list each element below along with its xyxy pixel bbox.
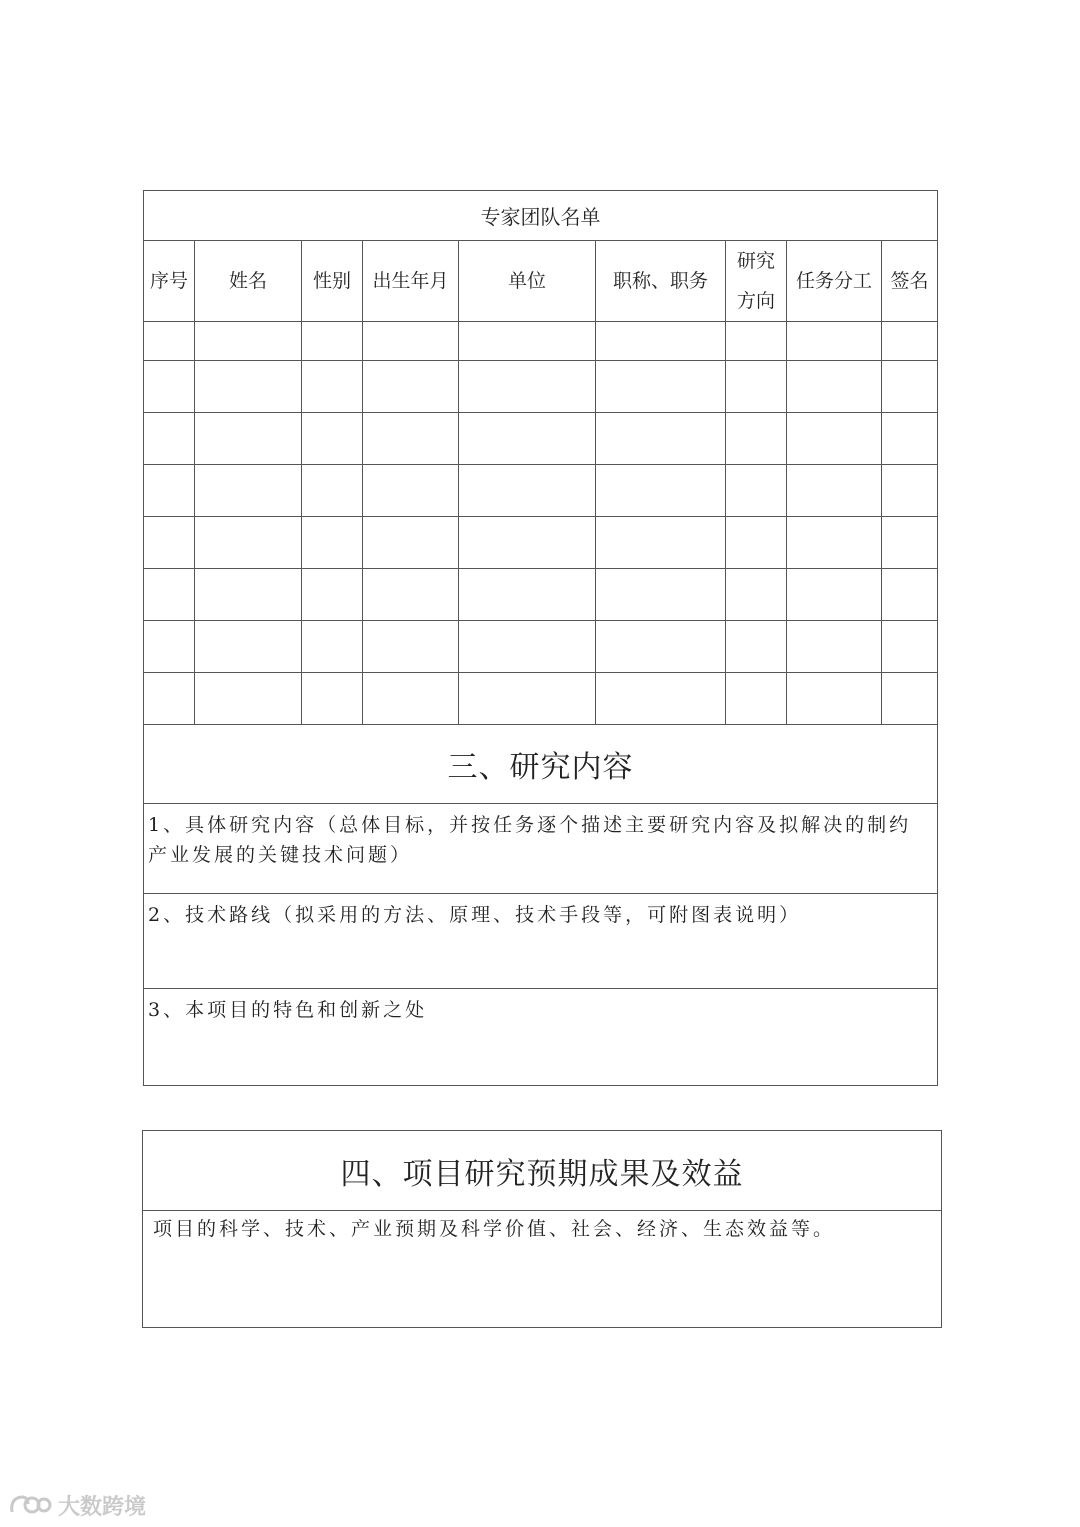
brand-logo-icon: [8, 1492, 52, 1518]
table-cell[interactable]: [787, 621, 882, 673]
table-cell[interactable]: [882, 322, 938, 361]
table-cell[interactable]: [459, 569, 596, 621]
table-cell[interactable]: [787, 673, 882, 725]
table-cell[interactable]: [726, 517, 787, 569]
table-cell[interactable]: [302, 621, 363, 673]
table-row: [144, 322, 938, 361]
table-cell[interactable]: [459, 322, 596, 361]
table-cell[interactable]: [726, 361, 787, 413]
expert-team-table: [143, 190, 938, 1086]
table-cell[interactable]: [882, 621, 938, 673]
section3-item2[interactable]: 2、技术路线（拟采用的方法、原理、技术手段等，可附图表说明）: [144, 894, 938, 989]
table-cell[interactable]: [144, 361, 195, 413]
header-number: 序号: [144, 241, 195, 322]
table-cell[interactable]: [302, 413, 363, 465]
table-cell[interactable]: [459, 621, 596, 673]
table-cell[interactable]: [787, 322, 882, 361]
table-cell[interactable]: [144, 673, 195, 725]
table-cell[interactable]: [596, 322, 726, 361]
table-cell[interactable]: [596, 413, 726, 465]
table-cell[interactable]: [726, 621, 787, 673]
table-cell[interactable]: [459, 361, 596, 413]
header-direction-line1: 研究: [736, 250, 775, 272]
table-cell[interactable]: [787, 361, 882, 413]
table-cell[interactable]: [363, 465, 459, 517]
table-cell[interactable]: [144, 413, 195, 465]
table-cell[interactable]: [726, 322, 787, 361]
table-cell[interactable]: [363, 621, 459, 673]
table-cell[interactable]: [363, 413, 459, 465]
table-cell[interactable]: [882, 361, 938, 413]
table-cell[interactable]: [302, 361, 363, 413]
table-cell[interactable]: [726, 673, 787, 725]
header-task: 任务分工: [787, 241, 882, 322]
team-table-body: [144, 322, 938, 725]
table-cell[interactable]: [363, 361, 459, 413]
section3-item1[interactable]: 1、具体研究内容（总体目标，并按任务逐个描述主要研究内容及拟解决的制约产业发展的关键技术问题）: [144, 804, 938, 894]
table-cell[interactable]: [882, 569, 938, 621]
table-cell[interactable]: [882, 517, 938, 569]
table-cell[interactable]: [596, 569, 726, 621]
table-cell[interactable]: [302, 322, 363, 361]
section4-desc[interactable]: 项目的科学、技术、产业预期及科学价值、社会、经济、生态效益等。: [143, 1211, 942, 1328]
table-cell[interactable]: [726, 413, 787, 465]
table-cell[interactable]: [195, 673, 302, 725]
table-cell[interactable]: [726, 569, 787, 621]
table-cell[interactable]: [596, 621, 726, 673]
team-table-header-row: [144, 241, 938, 322]
table-cell[interactable]: [363, 517, 459, 569]
header-research-direction: [726, 241, 787, 322]
table-cell[interactable]: [363, 322, 459, 361]
table-cell[interactable]: [459, 673, 596, 725]
table-cell[interactable]: [195, 465, 302, 517]
header-title-position: 职称、职务: [596, 241, 726, 322]
table-row: [144, 465, 938, 517]
table-cell[interactable]: [302, 673, 363, 725]
table-cell[interactable]: [596, 361, 726, 413]
table-cell[interactable]: [459, 517, 596, 569]
table-row: [144, 413, 938, 465]
table-cell[interactable]: [459, 413, 596, 465]
table-cell[interactable]: [726, 465, 787, 517]
table-cell[interactable]: [144, 621, 195, 673]
table-cell[interactable]: [596, 673, 726, 725]
table-cell[interactable]: [195, 621, 302, 673]
table-cell[interactable]: [144, 465, 195, 517]
team-table-title: 专家团队名单: [144, 191, 938, 241]
header-unit: 单位: [459, 241, 596, 322]
table-cell[interactable]: [195, 361, 302, 413]
table-cell[interactable]: [787, 517, 882, 569]
table-cell[interactable]: [302, 517, 363, 569]
table-cell[interactable]: [882, 413, 938, 465]
header-name: 姓名: [195, 241, 302, 322]
watermark: [8, 1490, 146, 1520]
table-cell[interactable]: [787, 465, 882, 517]
table-cell[interactable]: [596, 465, 726, 517]
table-cell[interactable]: [787, 569, 882, 621]
header-signature: 签名: [882, 241, 938, 322]
table-row: [144, 569, 938, 621]
table-cell[interactable]: [596, 517, 726, 569]
table-cell[interactable]: [302, 465, 363, 517]
watermark-text: 大数跨境: [58, 1494, 147, 1520]
table-cell[interactable]: [882, 673, 938, 725]
section3-item3[interactable]: 3、本项目的特色和创新之处: [144, 989, 938, 1086]
table-row: [144, 621, 938, 673]
table-cell[interactable]: [302, 569, 363, 621]
table-row: [144, 517, 938, 569]
header-birth: 出生年月: [363, 241, 459, 322]
table-cell[interactable]: [459, 465, 596, 517]
table-cell[interactable]: [144, 569, 195, 621]
table-row: [144, 361, 938, 413]
table-cell[interactable]: [363, 673, 459, 725]
table-cell[interactable]: [144, 517, 195, 569]
header-gender: 性别: [302, 241, 363, 322]
table-cell[interactable]: [363, 569, 459, 621]
table-cell[interactable]: [195, 569, 302, 621]
section3-title: 三、研究内容: [144, 725, 938, 804]
table-row: [144, 673, 938, 725]
header-direction-line2: 方向: [736, 290, 775, 312]
table-cell[interactable]: [195, 517, 302, 569]
table-cell[interactable]: [195, 413, 302, 465]
table-cell[interactable]: [144, 322, 195, 361]
table-cell[interactable]: [882, 465, 938, 517]
table-cell[interactable]: [195, 322, 302, 361]
section4-table: [142, 1130, 942, 1328]
section4-title: 四、项目研究预期成果及效益: [143, 1131, 942, 1211]
table-cell[interactable]: [787, 413, 882, 465]
